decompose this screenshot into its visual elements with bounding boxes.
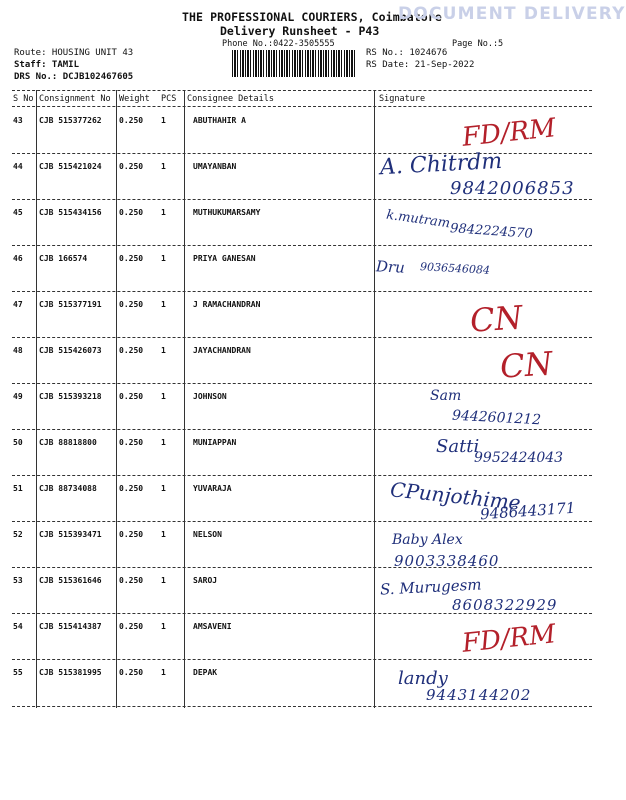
handwritten-phone: 9443144202 xyxy=(426,686,532,704)
row-consignee: DEPAK xyxy=(193,668,218,677)
row-weight: 0.250 xyxy=(119,622,144,631)
col-header-sno: S No xyxy=(13,94,34,104)
row-weight: 0.250 xyxy=(119,162,144,171)
signature-scribble: Satti xyxy=(436,436,480,457)
row-consignment: CJB 515421024 xyxy=(39,162,102,171)
handwritten-phone: 9003338460 xyxy=(394,552,500,570)
row-weight: 0.250 xyxy=(119,530,144,539)
row-weight: 0.250 xyxy=(119,484,144,493)
page-number: Page No.:5 xyxy=(452,39,504,49)
row-consignee: JOHNSON xyxy=(193,392,227,401)
signature-scribble: Dru xyxy=(375,257,406,277)
row-divider xyxy=(12,659,592,660)
row-consignment: CJB 515426073 xyxy=(39,346,102,355)
row-sno: 49 xyxy=(13,392,23,401)
col-header-consignment: Consignment No xyxy=(39,94,111,104)
signature-scribble: CPunjothime xyxy=(389,477,522,515)
row-divider xyxy=(12,429,592,430)
row-consignment: CJB 515393218 xyxy=(39,392,102,401)
signature-scribble: landy xyxy=(398,668,448,689)
row-consignment: CJB 88818800 xyxy=(39,438,97,447)
column-divider xyxy=(374,90,375,708)
row-pcs: 1 xyxy=(161,438,166,447)
fd-rm-mark: FD/RM xyxy=(460,113,558,153)
row-weight: 0.250 xyxy=(119,254,144,263)
table-top-border xyxy=(12,90,592,91)
row-consignee: PRIYA GANESAN xyxy=(193,254,256,263)
handwritten-phone: 9486443171 xyxy=(479,498,576,524)
row-weight: 0.250 xyxy=(119,346,144,355)
row-consignee: NELSON xyxy=(193,530,222,539)
row-divider xyxy=(12,245,592,246)
row-pcs: 1 xyxy=(161,208,166,217)
row-consignment: CJB 166574 xyxy=(39,254,88,263)
signature-scribble: k.mutram xyxy=(385,207,451,232)
row-consignment: CJB 515414387 xyxy=(39,622,102,631)
row-pcs: 1 xyxy=(161,484,166,493)
fd-rm-mark: FD/RM xyxy=(460,619,558,659)
row-sno: 44 xyxy=(13,162,23,171)
row-consignment: CJB 515377191 xyxy=(39,300,102,309)
row-pcs: 1 xyxy=(161,668,166,677)
row-sno: 54 xyxy=(13,622,23,631)
row-weight: 0.250 xyxy=(119,392,144,401)
column-divider xyxy=(184,90,185,708)
row-sno: 45 xyxy=(13,208,23,217)
row-sno: 46 xyxy=(13,254,23,263)
row-consignee: MUTHUKUMARSAMY xyxy=(193,208,261,217)
row-divider xyxy=(12,199,592,200)
row-consignee: UMAYANBAN xyxy=(193,162,237,171)
row-divider xyxy=(12,567,592,568)
signature-scribble: Sam xyxy=(430,388,462,404)
row-divider xyxy=(12,291,592,292)
handwritten-name: Baby Alex xyxy=(392,532,463,548)
handwritten-phone: 9952424043 xyxy=(474,450,564,466)
cn-mark: CN xyxy=(468,298,524,340)
document-delivery-stamp: DOCUMENT DELIVERY xyxy=(398,4,626,24)
col-header-signature: Signature xyxy=(379,94,426,104)
row-sno: 47 xyxy=(13,300,23,309)
row-consignee: J RAMACHANDRAN xyxy=(193,300,261,309)
cn-mark: CN xyxy=(498,344,554,386)
row-pcs: 1 xyxy=(161,576,166,585)
row-divider xyxy=(12,153,592,154)
row-pcs: 1 xyxy=(161,300,166,309)
company-name: THE PROFESSIONAL COURIERS, Coimbatore xyxy=(182,10,442,24)
row-consignee: JAYACHANDRAN xyxy=(193,346,251,355)
handwritten-phone: 9036546084 xyxy=(419,260,491,277)
row-weight: 0.250 xyxy=(119,438,144,447)
row-weight: 0.250 xyxy=(119,300,144,309)
row-weight: 0.250 xyxy=(119,576,144,585)
barcode xyxy=(232,50,356,77)
row-consignee: MUNIAPPAN xyxy=(193,438,237,447)
row-consignment: CJB 88734088 xyxy=(39,484,97,493)
row-sno: 50 xyxy=(13,438,23,447)
row-consignment: CJB 515361646 xyxy=(39,576,102,585)
col-header-consignee: Consignee Details xyxy=(187,94,274,104)
row-sno: 51 xyxy=(13,484,23,493)
header-bottom-border xyxy=(12,106,592,107)
row-consignee: ABUTHAHIR A xyxy=(193,116,246,125)
col-header-pcs: PCS xyxy=(161,94,177,104)
signature-scribble: A. Chitrdm xyxy=(379,148,503,181)
handwritten-phone: 9842006853 xyxy=(450,178,575,199)
runsheet-title: Delivery Runsheet - P43 xyxy=(220,24,380,38)
row-consignment: CJB 515393471 xyxy=(39,530,102,539)
row-pcs: 1 xyxy=(161,392,166,401)
route-label: Route: HOUSING UNIT 43 xyxy=(14,48,134,58)
staff-label: Staff: TAMIL xyxy=(14,60,80,70)
rs-number: RS No.: 1024676 xyxy=(366,48,448,58)
drs-number: DRS No.: DCJB102467605 xyxy=(14,72,134,82)
row-consignment: CJB 515434156 xyxy=(39,208,102,217)
row-sno: 55 xyxy=(13,668,23,677)
row-weight: 0.250 xyxy=(119,208,144,217)
handwritten-phone: 8608322929 xyxy=(452,596,558,614)
table-bottom-border xyxy=(12,706,592,707)
handwritten-phone: 9442601212 xyxy=(451,407,542,429)
column-divider xyxy=(36,90,37,708)
row-divider xyxy=(12,475,592,476)
row-pcs: 1 xyxy=(161,116,166,125)
row-consignment: CJB 515381995 xyxy=(39,668,102,677)
row-pcs: 1 xyxy=(161,530,166,539)
row-weight: 0.250 xyxy=(119,668,144,677)
signature-scribble: S. Murugesm xyxy=(379,575,482,599)
row-sno: 52 xyxy=(13,530,23,539)
phone-number: Phone No.:0422-3505555 xyxy=(222,39,335,49)
row-sno: 43 xyxy=(13,116,23,125)
row-pcs: 1 xyxy=(161,162,166,171)
rs-date: RS Date: 21-Sep-2022 xyxy=(366,60,475,70)
row-pcs: 1 xyxy=(161,622,166,631)
row-sno: 53 xyxy=(13,576,23,585)
row-pcs: 1 xyxy=(161,346,166,355)
col-header-weight: Weight xyxy=(119,94,150,104)
row-pcs: 1 xyxy=(161,254,166,263)
row-consignee: SAROJ xyxy=(193,576,218,585)
row-consignee: AMSAVENI xyxy=(193,622,232,631)
row-sno: 48 xyxy=(13,346,23,355)
row-weight: 0.250 xyxy=(119,116,144,125)
row-consignment: CJB 515377262 xyxy=(39,116,102,125)
handwritten-phone: 9842224570 xyxy=(449,221,534,242)
column-divider xyxy=(116,90,117,708)
row-consignee: YUVARAJA xyxy=(193,484,232,493)
